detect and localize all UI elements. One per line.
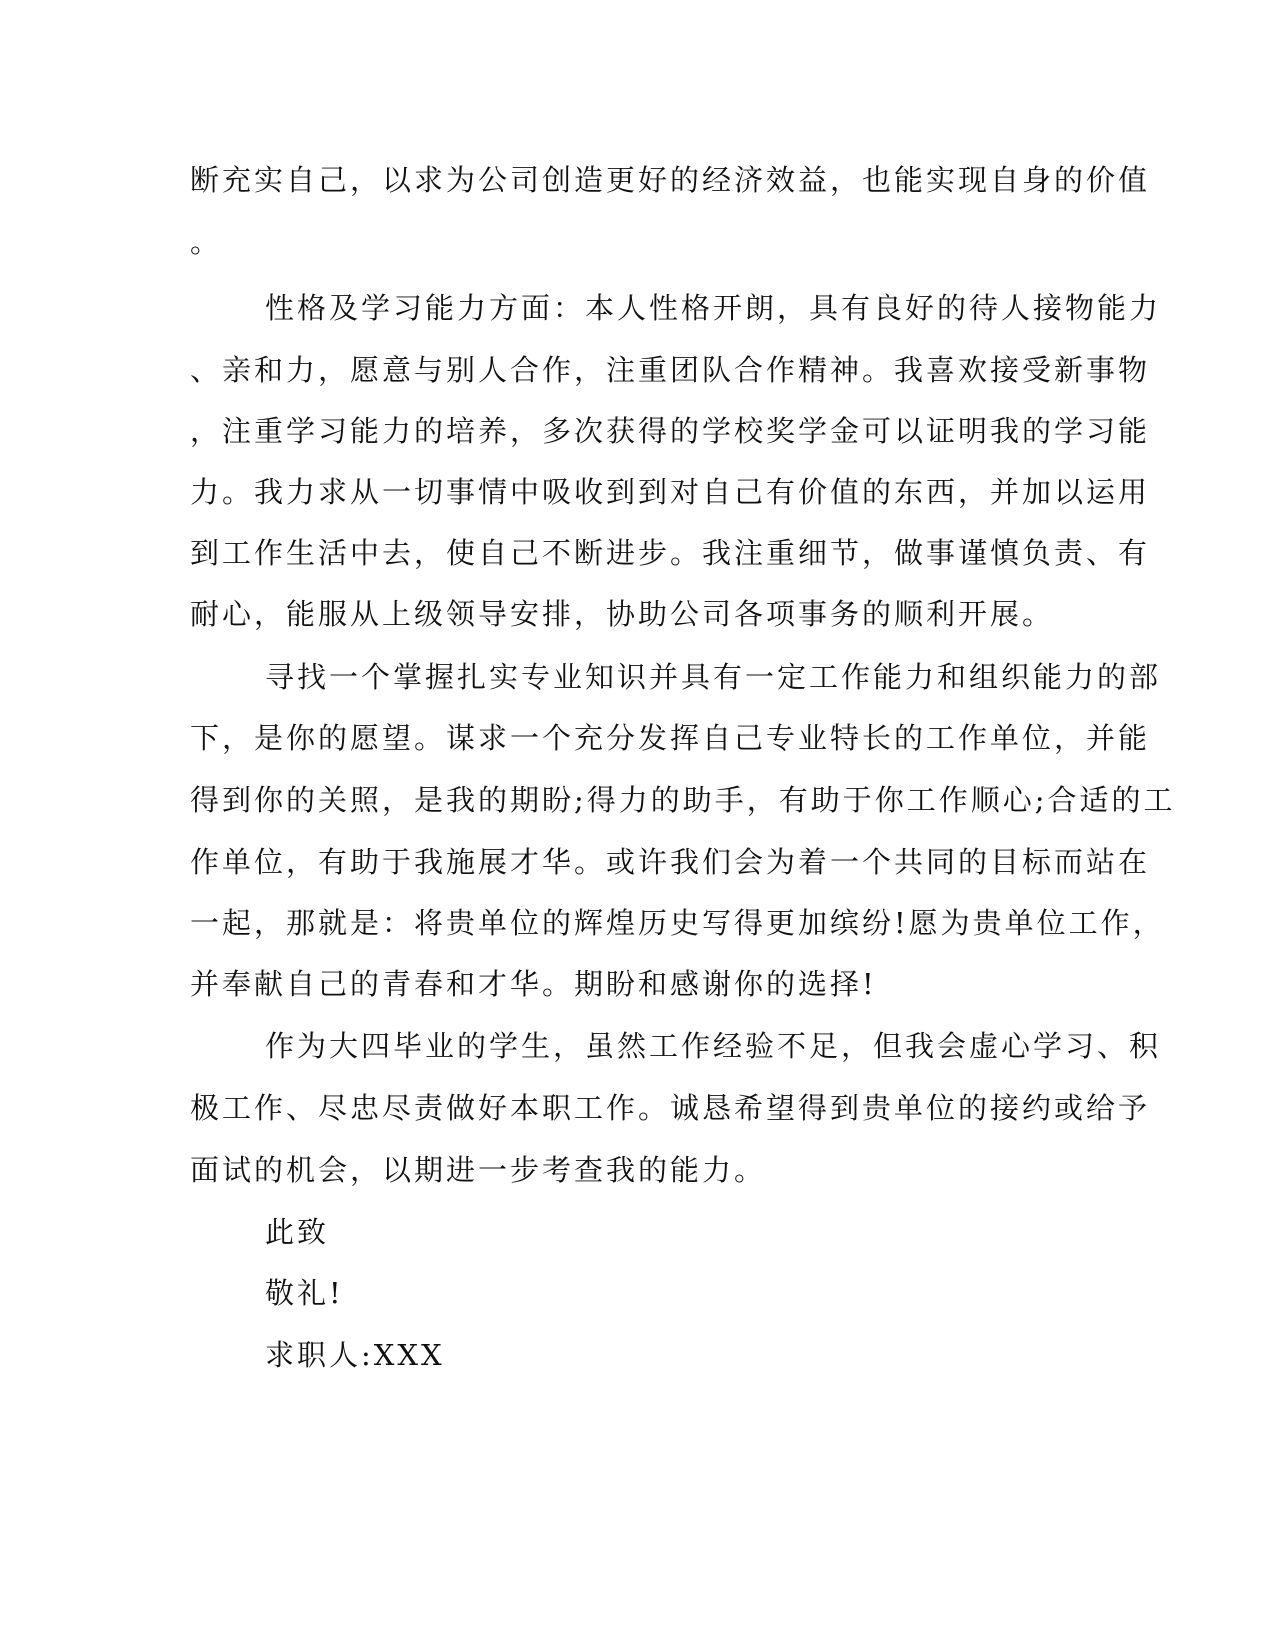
text-line: 下，是你的愿望。谋求一个充分发挥自己专业特长的工作单位，并能	[190, 721, 1151, 755]
text-line: 作单位，有助于我施展才华。或许我们会为着一个共同的目标而站在	[190, 845, 1151, 879]
text-line: 到工作生活中去，使自己不断进步。我注重细节，做事谨慎负责、有	[190, 536, 1151, 570]
text-line: 力。我力求从一切事情中吸收到到对自己有价值的东西，并加以运用	[190, 475, 1151, 509]
text-line: 。	[190, 225, 223, 259]
text-line: 极工作、尽忠尽责做好本职工作。诚恳希望得到贵单位的接约或给予	[190, 1091, 1151, 1125]
text-line: 、亲和力，愿意与别人合作，注重团队合作精神。我喜欢接受新事物	[190, 353, 1151, 387]
text-line: 耐心，能服从上级领导安排，协助公司各项事务的顺利开展。	[190, 597, 1055, 631]
text-line: ，注重学习能力的培养，多次获得的学校奖学金可以证明我的学习能	[190, 414, 1151, 448]
paragraph-start-line: 性格及学习能力方面：本人性格开朗，具有良好的待人接物能力	[265, 291, 1162, 325]
applicant-signature: 求职人:XXX	[265, 1338, 445, 1372]
paragraph-start-line: 寻找一个掌握扎实专业知识并具有一定工作能力和组织能力的部	[265, 660, 1162, 694]
closing-salutation: 此致	[265, 1215, 330, 1249]
text-line: 一起，那就是：将贵单位的辉煌历史写得更加缤纷!愿为贵单位工作，	[190, 906, 1165, 940]
closing-regards: 敬礼!	[265, 1276, 344, 1310]
text-line: 面试的机会，以期进一步考查我的能力。	[190, 1153, 767, 1187]
text-line: 得到你的关照，是我的期盼;得力的助手，有助于你工作顺心;合适的工	[190, 783, 1176, 817]
text-line: 断充实自己，以求为公司创造更好的经济效益，也能实现自身的价值	[190, 163, 1151, 197]
paragraph-start-line: 作为大四毕业的学生，虽然工作经验不足，但我会虚心学习、积	[265, 1029, 1162, 1063]
text-line: 并奉献自己的青春和才华。期盼和感谢你的选择!	[190, 967, 877, 1001]
